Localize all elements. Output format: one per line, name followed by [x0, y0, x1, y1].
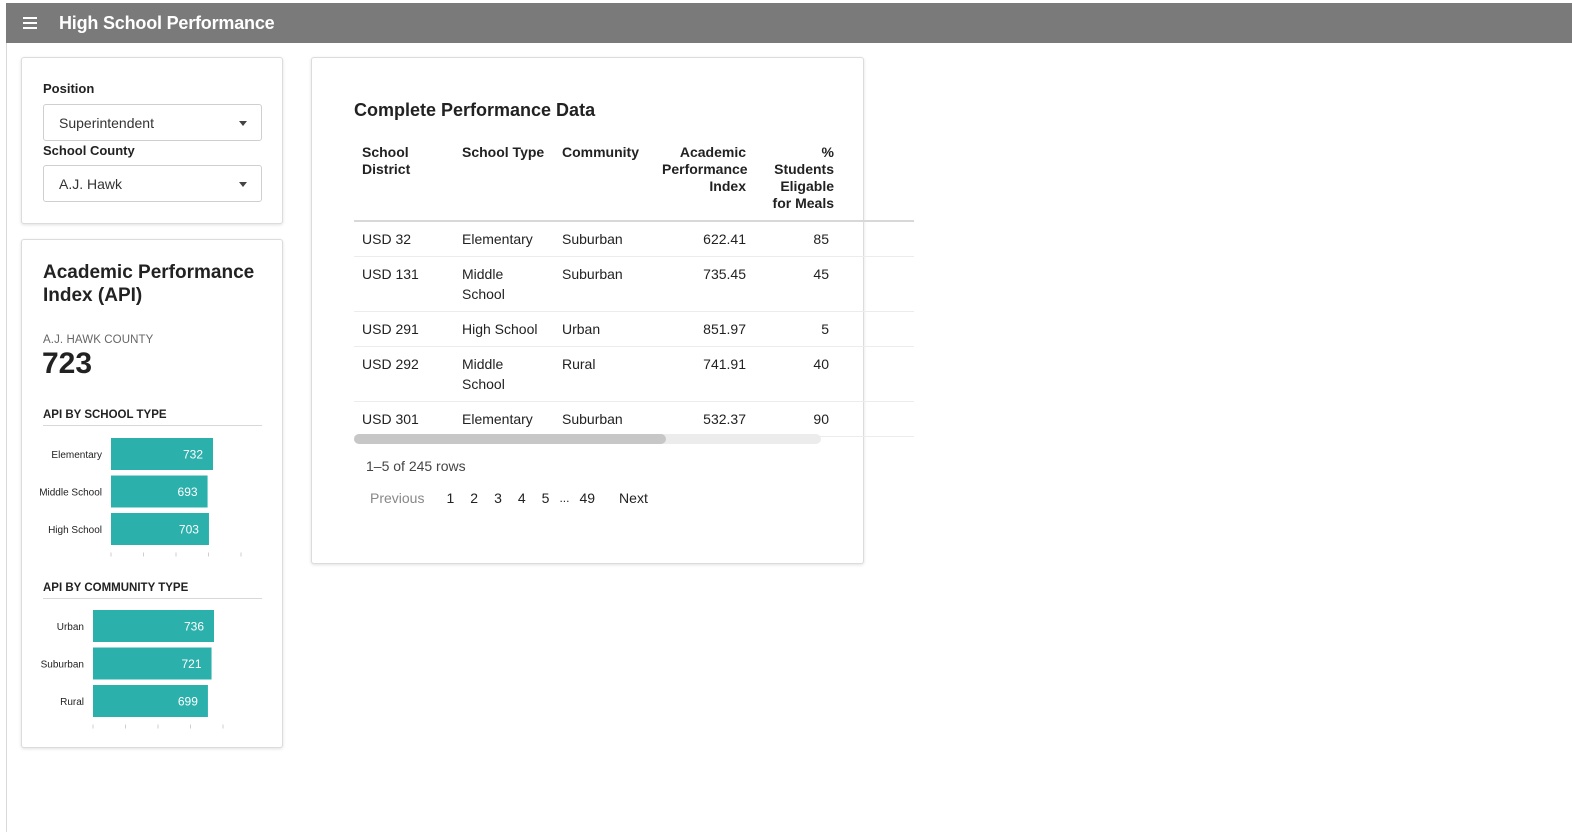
hamburger-icon-glyph	[23, 17, 37, 29]
bar-category-label: Urban	[56, 622, 84, 633]
table-row	[354, 257, 914, 312]
cell-district: USD 291	[354, 312, 454, 347]
performance-table-panel	[311, 57, 864, 564]
cell-school-type: High School	[454, 312, 554, 347]
cell-school-type: Elementary	[454, 221, 554, 257]
cell-district: USD 301	[354, 402, 454, 437]
bar-value-label: 703	[178, 522, 199, 537]
cell-school-type: Middle School	[454, 347, 554, 402]
cell-community: Urban	[554, 312, 654, 347]
app-title: High School Performance	[59, 12, 275, 33]
page-49-button[interactable]: 49	[579, 490, 596, 506]
table-row	[354, 312, 914, 347]
bar-value-label: 693	[177, 485, 198, 499]
api-by-community-heading: API BY COMMUNITY TYPE	[43, 582, 262, 599]
api-by-community-chart	[40, 607, 262, 727]
cell-community: Suburban	[554, 257, 654, 312]
table-header-row	[354, 138, 914, 221]
table-row	[354, 402, 914, 437]
horizontal-scrollbar[interactable]	[354, 434, 821, 444]
cell-district: USD 292	[354, 347, 454, 402]
cell-api: 735.45	[654, 257, 754, 312]
chevron-down-icon	[239, 121, 247, 126]
cell-community: Rural	[554, 347, 654, 402]
cell-district: USD 131	[354, 257, 454, 312]
api-by-school-type-chart	[39, 435, 262, 555]
bar-category-label: Rural	[60, 697, 84, 708]
position-label: Position	[43, 81, 95, 96]
page-2-button[interactable]: 2	[470, 490, 479, 506]
school-county-label: School County	[43, 143, 135, 158]
bar-category-label: High School	[48, 525, 102, 536]
performance-table	[354, 138, 914, 437]
row-count-info: 1–5 of 245 rows	[366, 458, 466, 474]
horizontal-scrollbar-thumb[interactable]	[354, 434, 666, 444]
column-header-community[interactable]: Community	[554, 138, 654, 221]
cell-api: 532.37	[654, 402, 754, 437]
cell-meals: 5	[754, 312, 914, 347]
school-county-select[interactable]	[43, 165, 262, 202]
top-bar	[6, 3, 1572, 43]
page-3-button[interactable]: 3	[494, 490, 502, 506]
page-4-button[interactable]: 4	[517, 490, 526, 506]
county-api-value: 723	[42, 347, 93, 380]
bar-value-label: 732	[182, 447, 203, 462]
school-county-select-value: A.J. Hawk	[59, 175, 123, 192]
county-api-label: A.J. HAWK COUNTY	[43, 334, 154, 346]
column-header-meals[interactable]: % Students Eligable for Meals	[754, 138, 914, 221]
pagination-ellipsis: ...	[559, 491, 570, 505]
api-panel	[21, 239, 283, 748]
cell-community: Suburban	[554, 402, 654, 437]
column-header-api[interactable]: Academic Performance Index	[654, 138, 754, 221]
table-title: Complete Performance Data	[354, 100, 596, 120]
bar-category-label: Elementary	[51, 450, 102, 461]
cell-meals: 40	[754, 347, 914, 402]
page-5-button[interactable]: 5	[541, 490, 550, 506]
cell-district: USD 32	[354, 221, 454, 257]
page-1-button[interactable]: 1	[446, 490, 455, 506]
cell-meals: 45	[754, 257, 914, 312]
position-select[interactable]	[43, 104, 262, 141]
bar-category-label: Suburban	[40, 659, 84, 671]
position-select-value: Superintendent	[59, 114, 154, 131]
api-by-school-type-svg	[39, 435, 262, 555]
column-header-school-type[interactable]: School Type	[454, 138, 554, 221]
cell-school-type: Elementary	[454, 402, 554, 437]
cell-api: 622.41	[654, 221, 754, 257]
api-by-school-type-heading: API BY SCHOOL TYPE	[43, 409, 262, 426]
hamburger-icon[interactable]	[6, 3, 54, 43]
api-title: Academic Performance Index (API)	[43, 262, 255, 306]
api-by-community-svg	[40, 607, 262, 727]
filters-panel	[21, 57, 283, 224]
table-row	[354, 347, 914, 402]
cell-community: Suburban	[554, 221, 654, 257]
previous-page-button[interactable]: Previous	[370, 490, 425, 506]
column-header-district[interactable]: School District	[354, 138, 454, 221]
pagination	[358, 490, 656, 506]
next-page-button[interactable]: Next	[619, 490, 648, 506]
bar-value-label: 699	[177, 694, 198, 709]
chevron-down-icon	[239, 182, 247, 187]
table-scroll-area[interactable]	[354, 138, 834, 443]
bar-value-label: 721	[181, 657, 202, 671]
cell-api: 851.97	[654, 312, 754, 347]
cell-meals: 85	[754, 221, 914, 257]
bar-value-label: 736	[183, 619, 204, 634]
cell-api: 741.91	[654, 347, 754, 402]
table-row	[354, 221, 914, 257]
cell-school-type: Middle School	[454, 257, 554, 312]
cell-meals: 90	[754, 402, 914, 437]
bar-category-label: Middle School	[39, 487, 102, 499]
